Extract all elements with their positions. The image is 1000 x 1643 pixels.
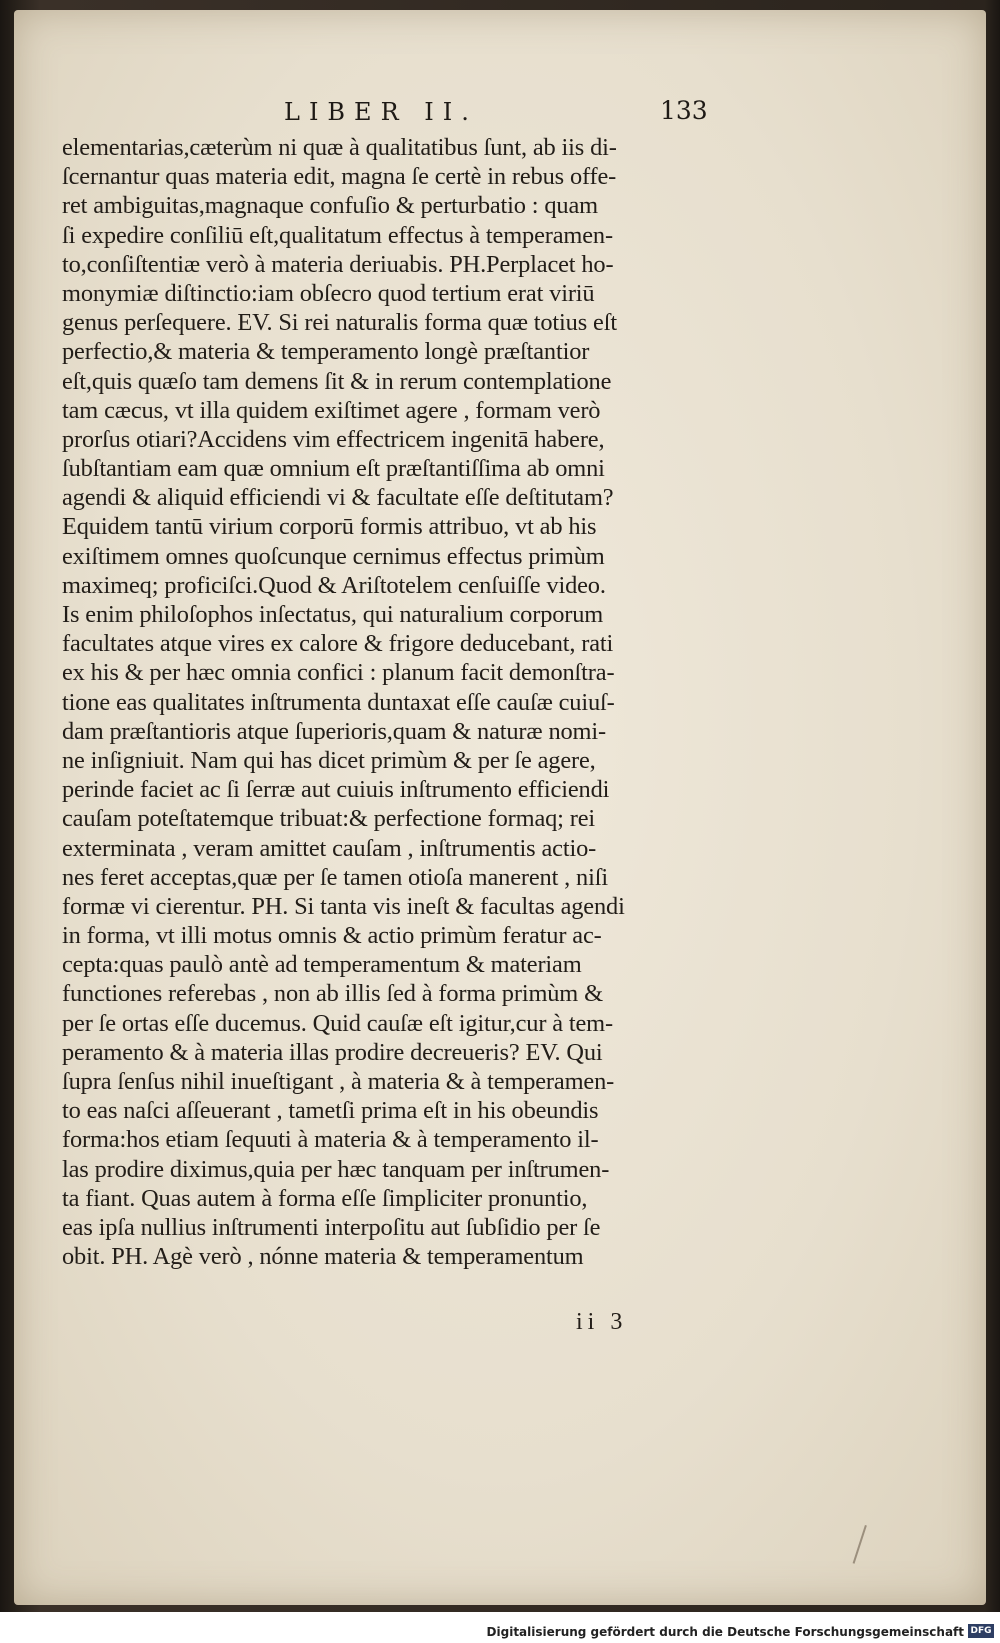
- text-line: exiſtimem omnes quoſcunque cernimus effectus primùm: [62, 542, 605, 570]
- text-line: prorſus otiari?Accidens vim effectricem ingenitā habere,: [62, 425, 605, 453]
- page-corner-mark: [853, 1525, 896, 1573]
- text-line: Is enim philoſophos inſectatus, qui naturalium corporum: [62, 601, 604, 628]
- text-line: ſi expedire conſiliū eſt,qualitatum effectus à temperamen-: [62, 221, 613, 249]
- book-page: [14, 10, 986, 1605]
- text-line: ta fiant. Quas autem à forma eſſe ſimpliciter pronuntio,: [62, 1184, 588, 1212]
- text-line: ſupra ſenſus nihil inueſtigant , à materia & à temperamen-: [62, 1068, 615, 1095]
- running-head: LIBER II.: [284, 98, 478, 126]
- text-line: Equidem tantū virium corporū formis attribuo, vt ab his: [62, 513, 597, 541]
- dfg-logo-icon: DFG: [968, 1624, 994, 1638]
- page-number: 133: [660, 96, 708, 125]
- text-line: functiones referebas , non ab illis ſed à forma primùm &: [62, 980, 603, 1008]
- text-line: ex his & per hæc omnia confici : planum facit demonſtra-: [62, 659, 615, 687]
- text-line: eſt,quis quæſo tam demens ſit & in rerum contemplatione: [62, 367, 612, 395]
- text-line: nes feret acceptas,quæ per ſe tamen otioſa manerent , niſi: [62, 863, 608, 891]
- text-line: eas ipſa nullius inſtrumenti interpoſitu aut ſubſidio per ſe: [62, 1213, 601, 1241]
- text-line: to,conſiſtentiæ verò à materia deriuabis. PH.Perplacet ho-: [62, 250, 614, 278]
- signature-mark: ii 3: [576, 1309, 628, 1335]
- text-block: [62, 133, 702, 1271]
- text-line: maximeq; proficiſci.Quod & Ariſtotelem cenſuiſſe video.: [62, 571, 606, 599]
- text-line: dam præſtantioris atque ſuperioris,quam & naturæ nomi-: [62, 717, 606, 745]
- text-line: obit. PH. Agè verò , nónne materia & temperamentum: [62, 1243, 584, 1271]
- text-line: formæ vi cierentur. PH. Si tanta vis ineſt & facultas agendi: [62, 892, 625, 920]
- text-line: per ſe ortas eſſe ducemus. Quid cauſæ eſt igitur,cur à tem-: [62, 1009, 613, 1037]
- text-line: genus perſequere. EV. Si rei naturalis forma quæ totius eſt: [62, 309, 617, 337]
- text-line: monymiæ diſtinctio:iam obſecro quod tertium erat viriū: [62, 279, 595, 307]
- text-line: peramento & à materia illas prodire decreueris? EV. Qui: [62, 1038, 603, 1066]
- text-line: cepta:quas paulò antè ad temperamentum & materiam: [62, 951, 582, 979]
- text-line: agendi & aliquid efficiendi vi & facultate eſſe deſtitutam?: [62, 484, 614, 512]
- text-line: in forma, vt illi motus omnis & actio primùm feratur ac-: [62, 922, 602, 950]
- text-line: perinde faciet ac ſi ſerræ aut cuiuis inſtrumento efficiendi: [62, 776, 610, 804]
- text-line: ne inſigniuit. Nam qui has dicet primùm & per ſe agere,: [62, 746, 596, 774]
- text-line: ſubſtantiam eam quæ omnium eſt præſtantiſſima ab omni: [62, 455, 605, 483]
- text-line: las prodire diximus,quia per hæc tanquam per inſtrumen-: [62, 1155, 610, 1183]
- text-line: to eas naſci aſſeuerant , tametſi prima eſt in his obeundis: [62, 1097, 599, 1125]
- text-line: forma:hos etiam ſequuti à materia & à temperamento il-: [62, 1126, 599, 1154]
- text-line: exterminata , veram amittet cauſam , inſtrumentis actio-: [62, 834, 597, 862]
- digitization-credit: Digitalisierung gefördert durch die Deutsche Forschungsgemeinschaft: [486, 1625, 964, 1639]
- text-line: facultates atque vires ex calore & frigore deducebant, rati: [62, 630, 614, 658]
- text-line: cauſam poteſtatemque tribuat:& perfectione formaq; rei: [62, 805, 596, 833]
- text-line: elementarias,cæterùm ni quæ à qualitatibus ſunt, ab iis di-: [62, 134, 617, 161]
- text-line: tione eas qualitates inſtrumenta duntaxat eſſe cauſæ cuiuſ-: [62, 688, 615, 716]
- text-line: ſcernantur quas materia edit, magna ſe certè in rebus offe-: [62, 163, 617, 191]
- text-line: ret ambiguitas,magnaque confuſio & perturbatio : quam: [62, 192, 598, 220]
- text-line: tam cæcus, vt illa quidem exiſtimet agere , formam verò: [62, 396, 601, 424]
- text-line: perfectio,& materia & temperamento longè præſtantior: [62, 338, 590, 366]
